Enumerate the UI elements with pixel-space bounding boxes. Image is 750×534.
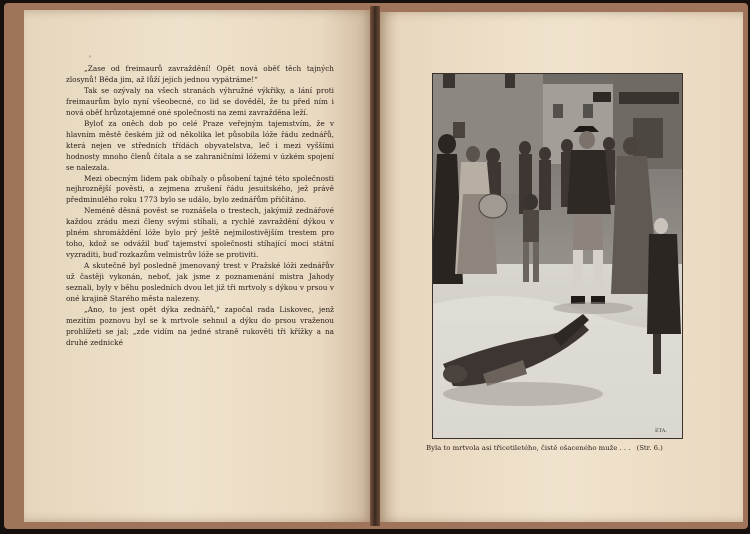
paragraph: A skutečně byl posledně jmenovaný trest v Pražské lóži zednářův už častěji vykonán, neboť, jak jsme z poznamenání mistra Jahody seznali, byly v běhu posledních dvou let již tři mrtvoly s dýkou v prsou v oné krajině Starého města nalezeny. — [66, 261, 334, 304]
book-gutter — [370, 6, 380, 526]
illustration — [432, 73, 683, 439]
illustration-signature: ETA. — [655, 428, 667, 434]
illustration-drawing — [433, 74, 682, 438]
paragraph: „Zase od freimaurů zavraždění! Opět nová oběť těch tajných zlosynů! Běda jim, až lůží jejich jednou vypátráme!“ — [66, 64, 334, 84]
paragraph: „Ano, to jest opět dýka zednářů,“ započal rada Liskovec, jenž mezitím poznovu byl se k mrtvole sehnul a dýku do prsou vraženou prohlížeti se jal; „zde vidím na jedné straně rukověti tři křížky a na druhé zednické — [66, 304, 334, 347]
caption-text: Byla to mrtvola asi třicetiletého, čistě ošaceného muže . . . — [426, 444, 631, 452]
page-mark: ' — [89, 55, 91, 63]
left-page-text — [66, 64, 334, 349]
paragraph: Tak se ozývaly na všech stranách výhružné výkřiky, a lání proti freimaurům bylo nyní všeobecné, co lid se dověděl, že tu před ním i nová oběť hrůzotajemné oné společnosti na zemi zavražděna leží. — [66, 85, 334, 117]
paragraph: Byloť za oněch dob po celé Praze veřejným tajemstvím, že v hlavním městě českém již od několika let působila lóže řádu zednářů, která nejen ve středních třídách obyvatelstva, leč i mezi vyššími hodnosty mnoho členů čítala a se zahraničními lóžemi v úzkém spojení se nalezala. — [66, 118, 334, 172]
illustration-caption — [426, 444, 686, 452]
paragraph: Neméně děsná pověst se roznášela o trestech, jakýmiž zednářové každou zrádu mezi členy svými stíhali, a rychlé zavraždění dýkou v plném shromáždění lóže bylo prý ještě nejmilostivějším trestem pro toho, kdož se odvážil buď tajemství společnosti stíhající moci státní vyzraditi, buď rozkazům velmistrův lóže se protiviti. — [66, 206, 334, 260]
caption-page-ref: (Str. 6.) — [636, 444, 663, 452]
paragraph: Mezi obecným lidem pak obíhaly o působení tajné této společnosti nejhroznější pověsti, a zejmena zrušení řádu jesuitského, jež právě předminulého roku 1773 bylo se událo, bylo zednářům přičítáno. — [66, 173, 334, 205]
